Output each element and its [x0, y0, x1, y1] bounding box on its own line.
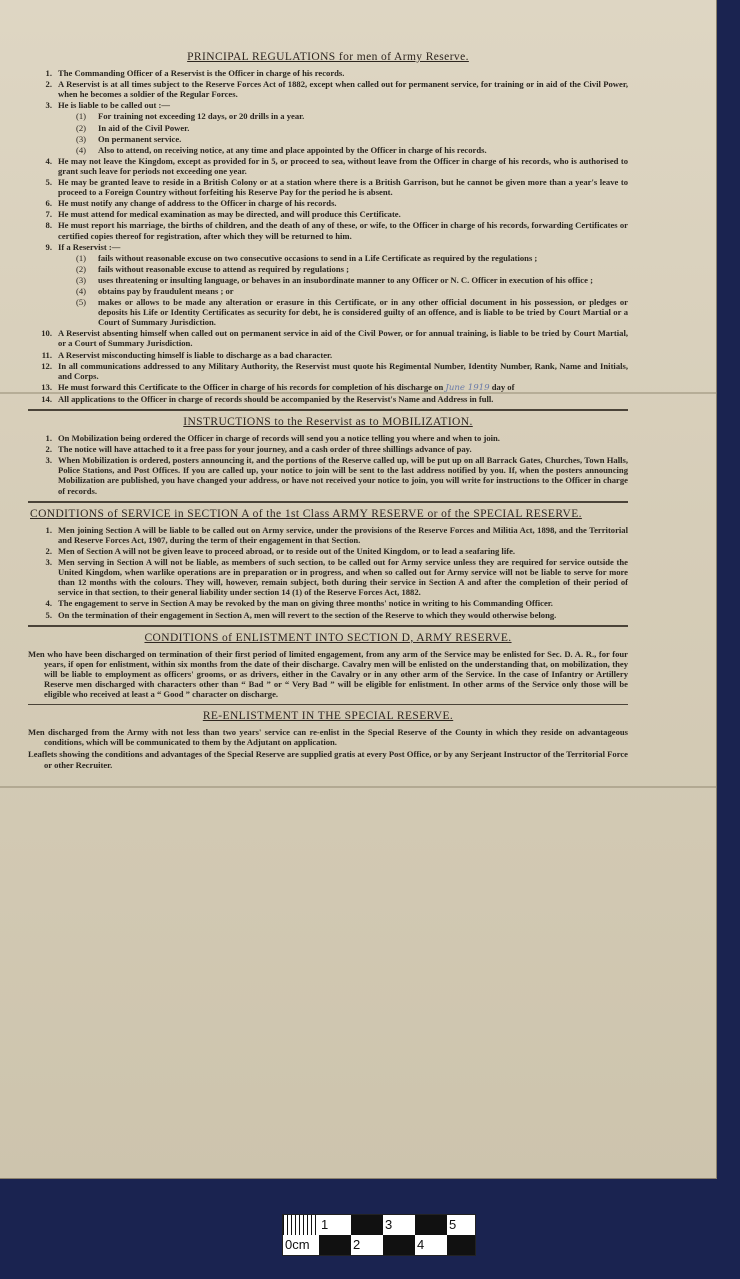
regulation-item — [28, 177, 628, 197]
callout-item-text: Also to attend, on receiving notice, at any time and place appointed by the Officer in charge of his records. — [98, 144, 487, 155]
mobilization-item-number: 2. — [45, 444, 52, 455]
section-divider — [28, 501, 628, 503]
regulation-item-number: 10. — [41, 328, 52, 339]
offence-item-number: (4) — [76, 285, 87, 296]
callout-item-number: (3) — [76, 133, 87, 144]
regulation-item-text: A Reservist absenting himself when called out on permanent service in aid of the Civil Power, or for annual training, is liable to be tried by Court Martial, or a Court of Summary Jurisdiction. — [58, 328, 628, 349]
regulation-item-text: He must report his marriage, the births of children, and the death of any of these, or wife, to the Officer in charge of his records, forwarding Certificates or certified copies thereof for registration, after which they will be returned to him. — [58, 220, 628, 241]
regulation-item-text: A Reservist misconducting himself is liable to discharge as a bad character. — [58, 349, 333, 360]
scale-block — [319, 1235, 351, 1255]
regulation-item — [28, 100, 628, 110]
offence-item — [28, 275, 628, 285]
callout-item-text: For training not exceeding 12 days, or 20 drills in a year. — [98, 111, 305, 122]
mobilization-title: INSTRUCTIONS to the Reservist as to MOBILIZATION. — [183, 416, 473, 428]
regulation-item-13: 13. He must forward this Certificate to the Officer in charge of his records for completion of his discharge on June 1919 day of — [41, 381, 515, 393]
regulation-13-text: He must forward this Certificate to the Officer in charge of his records for completion of his discharge on — [58, 381, 444, 392]
regulation-item-number: 9. — [45, 241, 52, 252]
offence-item — [28, 264, 628, 274]
regulation-item — [28, 328, 628, 348]
regulation-item-number: 8. — [45, 220, 52, 231]
scale-block — [447, 1235, 475, 1255]
regulation-item — [28, 220, 628, 240]
regulation-item-number: 12. — [41, 360, 52, 371]
regulation-item — [28, 198, 628, 208]
callout-item — [28, 145, 628, 155]
regulation-item — [28, 79, 628, 99]
scale-block — [351, 1215, 383, 1235]
regulation-item-number: 1. — [45, 68, 52, 79]
scale-label: 1 — [319, 1215, 351, 1235]
offence-item-text: fails without reasonable excuse on two consecutive occasions to send in a Life Certificate as required by the regulations ; — [98, 252, 538, 263]
offence-item — [28, 297, 628, 327]
callout-item-number: (1) — [76, 111, 87, 122]
regulation-item-number: 2. — [45, 79, 52, 90]
scale-block — [415, 1215, 447, 1235]
condition-item — [28, 557, 628, 597]
offence-item-number: (1) — [76, 252, 87, 263]
mobilization-item-text: On Mobilization being ordered the Officer in charge of records will send you a notice telling you where and when to join. — [58, 433, 500, 444]
callout-item — [28, 123, 628, 133]
regulation-item-number: 6. — [45, 198, 52, 209]
regulations-title: PRINCIPAL REGULATIONS for men of Army Reserve. — [187, 51, 469, 63]
callout-item-number: (4) — [76, 144, 87, 155]
callout-item — [28, 111, 628, 121]
conditions-title: CONDITIONS of SERVICE in SECTION A of the 1st Class ARMY RESERVE or of the SPECIAL RESERVE. — [30, 507, 582, 520]
leaflets-text: Leaflets showing the conditions and advantages of the Special Reserve are supplied gratis at every Post Office, or by any Serjeant Instructor of the Territorial Force or other Recruiter. — [28, 749, 628, 770]
enlistment-text: Men who have been discharged on termination of their first period of limited engagement, from any arm of the Service may be enlisted for Sec. D. A. R., for four years, if open for enlistment, within six months from the date of their discharge. Cavalry men will be enlisted on the understanding that, on mobilization, they will be liable to employment as officers' grooms, or as drivers, either in the Cavalry or in any other arm of the Service. In the case of Infantry or Artillery Reserve men discharged with characters other than “ Bad ” or “ Very Bad ” will be eligible for enlistment. In other arms of the Service only those will be eligible who received at least a “ Good ” character on discharge. — [28, 648, 628, 700]
section-divider — [28, 704, 628, 705]
condition-item — [28, 546, 628, 556]
regulation-item-text: He must attend for medical examination as may be directed, and will produce this Certificate. — [58, 209, 401, 220]
handwritten-date: June 1919 — [445, 382, 490, 393]
condition-item-number: 1. — [45, 524, 52, 535]
offence-item — [28, 253, 628, 263]
regulation-item-14: 14. All applications to the Officer in charge of records should be accompanied by the Reservist's Name and Address in full. — [41, 393, 494, 404]
offence-item-number: (2) — [76, 263, 87, 274]
reenlistment-text: Men discharged from the Army with not less than two years' service can re-enlist in the Special Reserve of the County in which they reside on advantageous conditions, which will be communicated to them by the Adjutant on application. — [28, 727, 628, 748]
regulation-item-text: If a Reservist :— — [58, 241, 121, 252]
regulation-item-number: 5. — [45, 177, 52, 188]
regulation-item-number: 7. — [45, 209, 52, 220]
regulation-item-number: 11. — [41, 349, 52, 360]
mobilization-item-text: When Mobilization is ordered, posters announcing it, and the portions of the Reserve called up, will be put up on all Barrack Gates, Churches, Town Halls, Police Stations, and Post Offices. If you are called up, your notice to join will be sent to the last address notified by you. If, when the posters announcing Mobilization are published, you have changed your address, or have not received your notice to join, you will write for instructions to the Officer in charge of records. — [58, 455, 628, 496]
condition-item — [28, 525, 628, 545]
fold-line — [0, 786, 716, 788]
offence-item-text: obtains pay by fraudulent means ; or — [98, 285, 234, 296]
scale-block — [383, 1235, 415, 1255]
regulation-item-text: A Reservist is at all times subject to the Reserve Forces Act of 1882, except when called out for permanent service, for training or in aid of the Civil Power, when he becomes a soldier of the Regular Forces. — [58, 79, 628, 100]
regulation-13-dayof: day of — [491, 381, 515, 392]
regulation-item-number: 3. — [45, 100, 52, 111]
offence-item-text: fails without reasonable excuse to attend as required by regulations ; — [98, 263, 349, 274]
enlistment-title: CONDITIONS of ENLISTMENT INTO SECTION D, ARMY RESERVE. — [144, 631, 512, 644]
regulation-item-text: He may not leave the Kingdom, except as provided for in 5, or proceed to sea, without leave from the Officer in charge of his records, who is authorised to grant such leave for periods not exceeding one year. — [58, 155, 628, 176]
regulation-item-text: He must notify any change of address to the Officer in charge of his records. — [58, 198, 337, 209]
condition-item-number: 5. — [45, 609, 52, 620]
callout-item-text: In aid of the Civil Power. — [98, 122, 190, 133]
condition-item-number: 3. — [45, 557, 52, 568]
condition-item-number: 4. — [45, 598, 52, 609]
mobilization-item-text: The notice will have attached to it a free pass for your journey, and a cash order of three shillings advance of pay. — [58, 444, 472, 455]
mobilization-item — [28, 444, 628, 454]
regulation-item — [28, 242, 628, 252]
scale-label: 3 — [383, 1215, 415, 1235]
scale-label: 4 — [415, 1235, 447, 1255]
scale-label: 5 — [447, 1215, 475, 1235]
condition-item-text: On the termination of their engagement in Section A, men will revert to the section of the Reserve to which they would otherwise belong. — [58, 609, 557, 620]
scale-label: 0cm — [283, 1235, 319, 1255]
offence-item-text: makes or allows to be made any alteration or erasure in this Certificate, or in any other official document in his possession, or pledges or deposits his Life or Identity Certificates as security for debt, he is considered guilty of an offence, and is liable to be tried by Court Martial or a Court of Summary Jurisdiction. — [98, 297, 628, 328]
regulation-item-text: He is liable to be called out :— — [58, 100, 170, 111]
mobilization-item — [28, 433, 628, 443]
callout-item — [28, 134, 628, 144]
mobilization-item-number: 3. — [45, 455, 52, 466]
regulation-item-number: 4. — [45, 155, 52, 166]
regulation-item-text: He may be granted leave to reside in a British Colony or at a station where there is a British Garrison, but he cannot be given more than a year's leave to proceed to a Foreign Country without forfeiting his Reserve Pay for the period he is absent. — [58, 177, 628, 198]
scale-ticks — [283, 1215, 319, 1235]
condition-item-text: Men joining Section A will be liable to be called out on Army service, under the provisions of the Reserve Forces and Militia Act, 1898, and the Territorial and Reserve Forces Act, 1907, during the term of their engagement in that Section. — [58, 524, 628, 545]
section-divider — [28, 625, 628, 627]
callout-item-number: (2) — [76, 122, 87, 133]
condition-item-number: 2. — [45, 545, 52, 556]
offence-item-number: (3) — [76, 274, 87, 285]
measurement-scale — [282, 1214, 476, 1256]
regulation-item-text: In all communications addressed to any Military Authority, the Reservist must quote his Regimental Number, Identity Number, Rank, Name and Initials, and Corps. — [58, 360, 628, 381]
regulation-item — [28, 209, 628, 219]
offence-item-number: (5) — [76, 297, 87, 308]
regulation-item — [28, 156, 628, 176]
mobilization-item-number: 1. — [45, 433, 52, 444]
regulation-item-text: The Commanding Officer of a Reservist is the Officer in charge of his records. — [58, 68, 345, 79]
reenlistment-title: RE-ENLISTMENT IN THE SPECIAL RESERVE. — [202, 710, 454, 723]
regulation-item — [28, 361, 628, 381]
mobilization-item — [28, 455, 628, 495]
document-body — [28, 46, 628, 772]
callout-item-text: On permanent service. — [98, 133, 182, 144]
offence-item — [28, 286, 628, 296]
condition-item-text: The engagement to serve in Section A may be revoked by the man on giving three months' notice in writing to his Commanding Officer. — [58, 598, 553, 609]
offence-item-text: uses threatening or insulting language, or behaves in an insubordinate manner to any Officer or N. C. Officer in execution of his office ; — [98, 274, 593, 285]
regulation-item — [28, 350, 628, 360]
condition-item-text: Men serving in Section A will not be liable, as members of such section, to be called out for Army service unless they are required for service outside the United Kingdom, when warlike operations are in preparation or in progress, and when so called out for Army service will not be liable to serve for more than 12 months with the colours. They will, however, remain subject, both during their service in Section A and after the completion of their period of service in that section, to their general liability under section 14 (1) of the Reserve Forces Act, 1882. — [58, 557, 628, 598]
condition-item — [28, 610, 628, 620]
condition-item — [28, 598, 628, 608]
condition-item-text: Men of Section A will not be given leave to proceed abroad, or to reside out of the United Kingdom, or to lead a seafaring life. — [58, 545, 516, 556]
regulation-item — [28, 68, 628, 78]
section-divider — [28, 409, 628, 411]
scale-label: 2 — [351, 1235, 383, 1255]
